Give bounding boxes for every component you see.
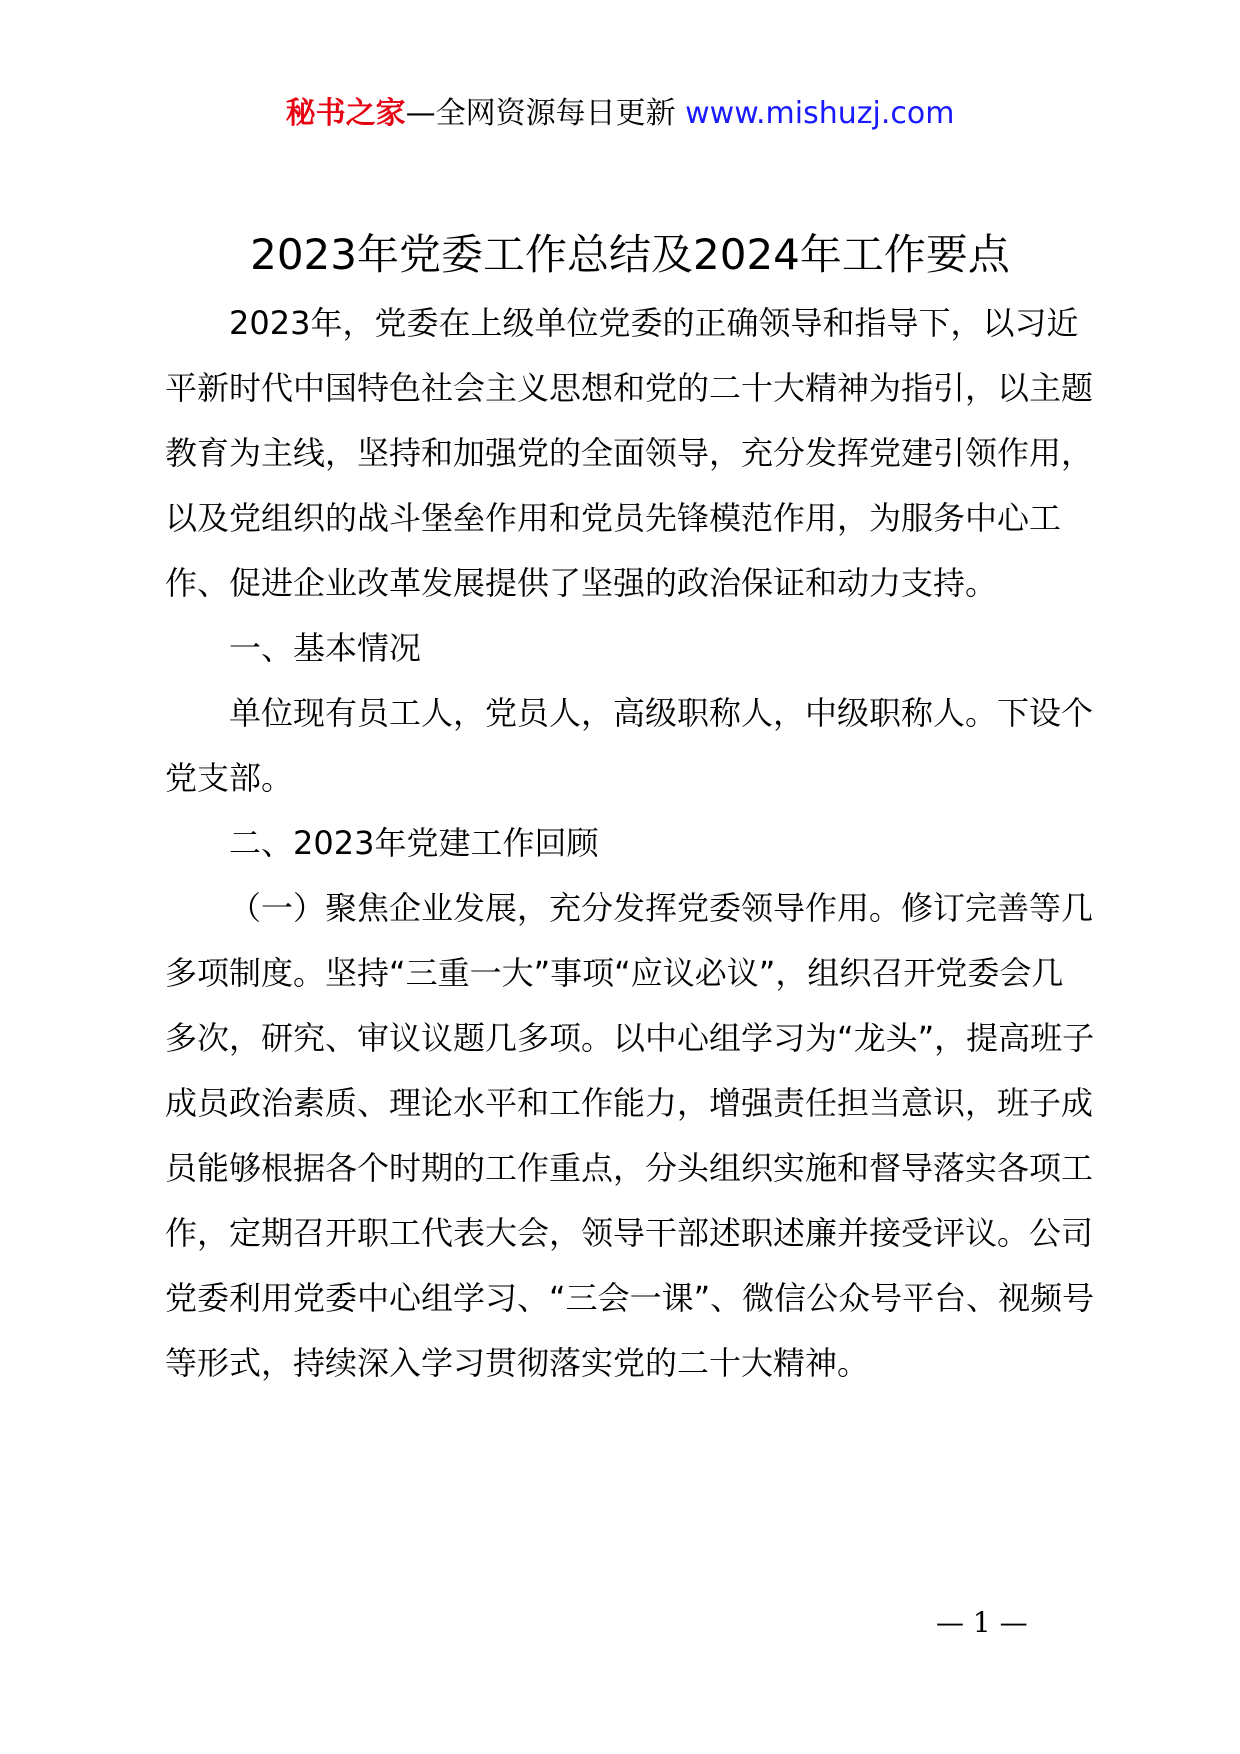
site-header — [0, 94, 1240, 134]
page-number: — 1 — — [936, 1606, 1028, 1639]
site-url-link[interactable]: www.mishuzj.com — [685, 96, 955, 131]
review-item-1-paragraph: （一）聚焦企业发展，充分发挥党委领导作用。修订完善等几多项制度。坚持“三重一大”事项“应议必议”，组织召开党委会几多次，研究、审议议题几多项。以中心组学习为“龙头”，提高班子成员政治素质、理论水平和工作能力，增强责任担当意识，班子成员能够根据各个时期的工作重点，分头组织实施和督导落实各项工作，定期召开职工代表大会，领导干部述职述廉并接受评议。公司党委利用党委中心组学习、“三会一课”、微信公众号平台、视频号等形式，持续深入学习贯彻落实党的二十大精神。 — [165, 889, 1095, 1382]
header-tagline: —全网资源每日更新 — [405, 96, 686, 131]
document-title: 2023年党委工作总结及2024年工作要点 — [250, 230, 1010, 279]
document-body — [165, 225, 1095, 1396]
intro-paragraph: 2023年，党委在上级单位党委的正确领导和指导下，以习近平新时代中国特色社会主义思想和党的二十大精神为指引，以主题教育为主线，坚持和加强党的全面领导，充分发挥党建引领作用，以及党组织的战斗堡垒作用和党员先锋模范作用，为服务中心工作、促进企业改革发展提供了坚强的政治保证和动力支持。 — [165, 304, 1094, 602]
brand-name: 秘书之家 — [285, 96, 406, 131]
basic-info-paragraph: 单位现有员工人，党员人，高级职称人，中级职称人。下设个党支部。 — [165, 694, 1094, 797]
section-heading-basic-info: 一、基本情况 — [229, 629, 422, 667]
section-heading-review: 二、2023年党建工作回顾 — [229, 824, 599, 862]
